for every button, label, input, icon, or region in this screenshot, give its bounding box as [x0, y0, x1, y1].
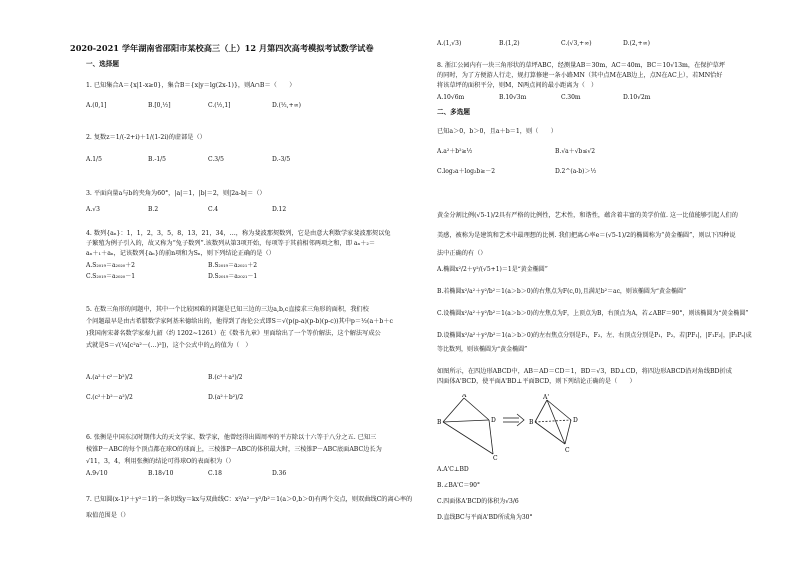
q11-option-a: A.A'C⊥BD [437, 466, 469, 473]
q8-option-d: D.10√2m [623, 94, 651, 101]
q11-option-d: D.直线BC与平面A'BD所成角为30° [437, 514, 533, 521]
label-C-right: C [565, 447, 570, 454]
fold-arrow-icon [503, 414, 524, 426]
exam-title: 2020-2021 学年湖南省邵阳市某校高三（上）12 月第四次高考模拟考试数学试卷 [70, 43, 374, 53]
question-5-line-3: )我国南宋著名数学家秦九韶（约 1202~1261）在《数书九章》里面给出了一个等价解法，这个解法写成公 [86, 330, 381, 337]
question-6-line-1: 6. 张衡是中国东汉时期伟大的天文学家、数学家，他曾经得出圆周率的平方除以十六等于八分之五. 已知三 [86, 434, 377, 441]
tetrahedron-abcd-diagram [535, 400, 571, 444]
question-4-line-2: 子繁殖为例子引入的，故又称为“兔子数列”.该数列从第3项开始，每项等于其前相邻两项之和，即 aₙ＋₂＝ [86, 240, 376, 247]
q3-option-a: A.√3 [86, 206, 100, 213]
question-3-stem: 3. 平面向量a与b的夹角为60°，|a|＝1，|b|＝2，则|2a-b|＝（） [86, 190, 266, 197]
q7-option-d: D.(2,+∞) [623, 40, 650, 47]
tetrahedron-fold-figure [437, 394, 607, 460]
question-7-line-2: 取值范围是（） [86, 512, 130, 519]
q2-option-d: D.-3/5 [272, 156, 291, 163]
question-4-line-1: 4. 数列{aₙ}：1，1，2，3，5，8，13，21，34，…，称为斐波那契数列，它是由意大利数学家斐波那契以兔 [86, 230, 391, 237]
label-A-prime: A' [543, 394, 549, 401]
q2-option-c: C.3/5 [208, 156, 224, 163]
question-5-line-2: 个问题最早是由古希腊数学家阿基米德给出的，他得到了海伦公式即S＝√(p(p-a)(p-b)(p-c))其中p＝½(a＋b＋c [86, 318, 393, 325]
q4-option-c: C.S₂₀₁₉＝a₂₀₂₀－1 [86, 273, 136, 280]
q2-option-a: A.1/5 [86, 156, 102, 163]
label-C: C [493, 455, 498, 460]
question-6-line-3: √11，3，4，利用张衡的结论可得球O的表面积为（） [86, 458, 235, 465]
q10-option-d-line-1: D.设椭圆x²/a²＋y²/b²＝1(a＞b＞0)的左右焦点分别是F₁，F₂，左、右顶点分别是P₁，P₂，若|PF₁|，|F₁F₂|，|F₂Pₛ|成 [437, 332, 752, 339]
q6-option-b: B.18√10 [148, 470, 174, 477]
q8-option-b: B.10√3m [499, 94, 527, 101]
q8-option-c: C.30m [561, 94, 581, 101]
q9-option-b: B.√a＋√b≤√2 [555, 148, 596, 155]
q11-option-c: C.四面体A'BCD的体积为√3/6 [437, 498, 519, 505]
q1-option-b: B.[0,½] [148, 102, 171, 109]
question-8-line-1: 8. 浙江公园内有一块三角形状的草坪ABC，经测量AB＝30m，AC＝40m，BC＝10√13m，在保护草坪 [437, 62, 726, 69]
q1-option-a: A.(0,1] [86, 102, 107, 109]
question-8-line-2: 的同时，为了方便游人行走，规打算修建一条小路MN（其中点M在AB边上，点N在AC上），若MN恰好 [437, 72, 723, 79]
q10-option-b: B.若椭圆x²/a²＋y²/b²＝1(a＞b＞0)的右焦点为F(c,0),且满足b²＝ac，则该椭圆为“黄金椭圆” [437, 288, 687, 295]
q9-option-d: D.2^(a-b)＞½ [555, 168, 597, 175]
q11-option-b: B.∠BA'C＝90° [437, 482, 480, 489]
label-B-right: B [529, 419, 534, 426]
question-5-line-1: 5. 在数三角形的问题中，其中一个比较困难的问题是已知三边的三边a,b,c直接求三角形的面积，我们校 [86, 306, 369, 313]
label-A: A [462, 394, 467, 399]
q10-option-c: C.设椭圆x²/a²＋y²/b²＝1(a＞b＞0)的左焦点为F，上顶点为B，右顶点为A，若∠ABF＝90°，则该椭圆为“黄金椭圆” [437, 310, 749, 317]
question-6-line-2: 棱锥P－ABC的每个顶点都在球O的球面上，三棱锥P－ABC的体积最大时，三棱锥P－ABC底面ABC边长为 [86, 446, 382, 453]
q7-option-c: C.(√3,+∞) [561, 40, 592, 47]
section-heading-multi-choice: 二、多选题 [437, 108, 470, 116]
q2-option-b: B.-1/5 [148, 156, 166, 163]
q6-option-c: C.18 [208, 470, 222, 477]
question-10-line-2: 美感，被称为是建筑和艺术中最理想的比例. 我们把离心率e＝(√5-1)/2的椭圆称为“黄金椭圆”，则以下四种说 [437, 232, 736, 239]
q10-option-a: A.椭圆x²/2＋y²/(√5+1)＝1是“黄金椭圆” [437, 266, 548, 273]
q3-option-b: B.2 [148, 206, 159, 213]
question-5-line-4: 式就是S＝√(¼[c²a²－(…)²])，这个公式中的△的值为（ ） [86, 342, 252, 349]
q8-option-a: A.10√6m [437, 94, 465, 101]
question-11-line-1: 如图所示，在四边形ABCD中，AB＝AD＝CD＝1，BD＝√3，BD⊥CD，将四边形ABCD沿对角线BD折成 [437, 368, 732, 375]
q4-option-a: A.S₂₀₁₉＝a₂₀₂₀＋2 [86, 262, 135, 269]
q1-option-d: D.(½,+∞) [272, 102, 301, 109]
question-2-stem: 2. 复数z＝1/(-2+i)＋1/(1-2i)的虚部是（） [86, 134, 206, 141]
question-11-line-2: 四面体A'BCD，使平面A'BD⊥平面BCD，则下列结论正确的是（ ） [437, 378, 636, 385]
q6-option-a: A.9√10 [86, 470, 108, 477]
q3-option-d: D.12 [272, 206, 287, 213]
q5-option-b: B.(c²＋a²)/2 [208, 374, 243, 381]
question-1-stem: 1. 已知集合A＝{x|1-x≥0}，集合B＝{x|y＝lg(2x-1)}，则A∩B＝（ ） [86, 82, 296, 89]
q5-option-a: A.(a²＋c²－b²)/2 [86, 374, 133, 381]
q5-option-d: D.(a²＋b²)/2 [208, 394, 244, 401]
q7-option-b: B.(1,2) [499, 40, 520, 47]
question-10-line-1: 黄金分割比例(√5-1)/2具有严格的比例性，艺术性，和谐性，蕴含着丰富的美学价值. 这一比值能够引起人们的 [437, 212, 738, 219]
q3-option-c: C.4 [208, 206, 219, 213]
question-8-line-3: 将该草坪的面积平分，则M，N两点间的最小距离为（ ） [437, 82, 598, 89]
q6-option-d: D.36 [272, 470, 287, 477]
q4-option-d: D.S₂₀₁₉＝a₂₀₂₁－1 [208, 273, 258, 280]
question-4-line-3: aₙ＋₁＋aₙ，记该数列{aₙ}的前n项和为Sₙ，则下列结论正确的是（） [86, 250, 275, 257]
q5-option-c: C.(c²＋b²－a²)/2 [86, 394, 133, 401]
q1-option-c: C.(½,1] [208, 102, 231, 109]
q9-option-a: A.a²＋b²≥½ [437, 148, 473, 155]
quadrilateral-abcd-diagram [443, 398, 493, 454]
section-heading-single-choice: 一、选择题 [86, 60, 119, 68]
q4-option-b: B.S₂₀₁₉＝a₂₀₂₁＋2 [208, 262, 258, 269]
q10-option-d-line-2: 等比数列，则该椭圆为“黄金椭圆” [437, 346, 528, 353]
label-B: B [437, 419, 442, 426]
q9-option-c: C.log₂a＋log₂b≥－2 [437, 168, 496, 175]
q7-option-a: A.(1,√3) [437, 40, 462, 47]
label-D: D [491, 417, 496, 424]
question-7-line-1: 7. 已知圆(x-1)²＋y²＝1的一条切线y＝kx与双曲线C：x²/a²－y²/b²＝1(a＞0,b＞0)有两个交点，则双曲线C的离心率的 [86, 496, 413, 503]
question-10-line-3: 法中正确的有（） [437, 250, 487, 257]
label-D-right: D [573, 417, 578, 424]
question-9-stem: 已知a＞0，b＞0，且a＋b＝1，则（ ） [437, 128, 557, 135]
